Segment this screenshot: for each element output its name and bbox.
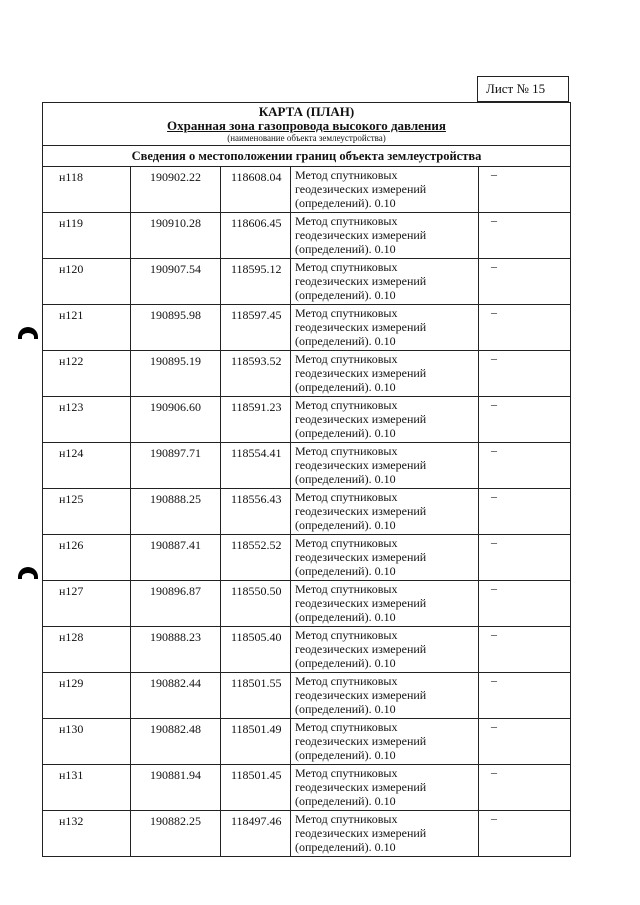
point-text: н131 bbox=[59, 768, 84, 782]
point-cell bbox=[43, 811, 131, 857]
y-coordinate-cell bbox=[221, 305, 291, 351]
method-text: (определений). 0.10 bbox=[295, 518, 396, 532]
point-cell bbox=[43, 443, 131, 489]
y-coordinate-text: 118505.40 bbox=[231, 630, 282, 644]
method-cell bbox=[291, 213, 479, 259]
y-coordinate-cell bbox=[221, 811, 291, 857]
y-coordinate-text: 118501.55 bbox=[231, 676, 282, 690]
table-row bbox=[43, 535, 571, 581]
x-coordinate-cell bbox=[131, 719, 221, 765]
description-cell bbox=[479, 397, 571, 443]
method-cell bbox=[291, 673, 479, 719]
point-cell bbox=[43, 673, 131, 719]
description-text: – bbox=[491, 305, 497, 319]
method-text: (определений). 0.10 bbox=[295, 288, 396, 302]
object-name: Охранная зона газопровода высокого давления bbox=[167, 118, 446, 133]
x-coordinate-text: 190895.19 bbox=[150, 354, 201, 368]
x-coordinate-text: 190895.98 bbox=[150, 308, 201, 322]
x-coordinate-cell bbox=[131, 489, 221, 535]
point-cell bbox=[43, 581, 131, 627]
point-cell bbox=[43, 719, 131, 765]
method-text: (определений). 0.10 bbox=[295, 334, 396, 348]
method-text: геодезических измерений bbox=[295, 182, 427, 196]
point-text: н132 bbox=[59, 814, 84, 828]
table-row bbox=[43, 627, 571, 673]
method-text: Метод спутниковых bbox=[295, 260, 398, 274]
table-header bbox=[43, 103, 571, 146]
y-coordinate-text: 118606.45 bbox=[231, 216, 282, 230]
method-text: (определений). 0.10 bbox=[295, 426, 396, 440]
point-text: н123 bbox=[59, 400, 84, 414]
x-coordinate-text: 190882.44 bbox=[150, 676, 201, 690]
y-coordinate-cell bbox=[221, 167, 291, 213]
y-coordinate-text: 118550.50 bbox=[231, 584, 282, 598]
x-coordinate-text: 190888.23 bbox=[150, 630, 201, 644]
point-text: н120 bbox=[59, 262, 84, 276]
point-text: н126 bbox=[59, 538, 84, 552]
description-text: – bbox=[491, 581, 497, 595]
x-coordinate-cell bbox=[131, 535, 221, 581]
sheet-number: Лист № 15 bbox=[477, 76, 569, 102]
table-row bbox=[43, 811, 571, 857]
point-text: н127 bbox=[59, 584, 84, 598]
method-text: (определений). 0.10 bbox=[295, 610, 396, 624]
method-text: (определений). 0.10 bbox=[295, 380, 396, 394]
x-coordinate-cell bbox=[131, 167, 221, 213]
method-text: Метод спутниковых bbox=[295, 628, 398, 642]
table-row bbox=[43, 167, 571, 213]
table-row bbox=[43, 213, 571, 259]
method-text: геодезических измерений bbox=[295, 688, 427, 702]
x-coordinate-text: 190907.54 bbox=[150, 262, 201, 276]
x-coordinate-text: 190888.25 bbox=[150, 492, 201, 506]
y-coordinate-text: 118591.23 bbox=[231, 400, 282, 414]
y-coordinate-cell bbox=[221, 765, 291, 811]
description-text: – bbox=[491, 167, 497, 181]
section-title: Сведения о местоположении границ объекта землеустройства bbox=[43, 146, 571, 167]
y-coordinate-cell bbox=[221, 489, 291, 535]
method-cell bbox=[291, 719, 479, 765]
x-coordinate-text: 190906.60 bbox=[150, 400, 201, 414]
table-row bbox=[43, 673, 571, 719]
method-text: Метод спутниковых bbox=[295, 536, 398, 550]
y-coordinate-cell bbox=[221, 213, 291, 259]
table-row bbox=[43, 351, 571, 397]
method-text: Метод спутниковых bbox=[295, 214, 398, 228]
y-coordinate-cell bbox=[221, 581, 291, 627]
point-cell bbox=[43, 305, 131, 351]
description-text: – bbox=[491, 535, 497, 549]
description-cell bbox=[479, 167, 571, 213]
point-text: н125 bbox=[59, 492, 84, 506]
method-text: (определений). 0.10 bbox=[295, 748, 396, 762]
method-text: геодезических измерений bbox=[295, 550, 427, 564]
method-text: (определений). 0.10 bbox=[295, 702, 396, 716]
y-coordinate-text: 118554.41 bbox=[231, 446, 282, 460]
method-text: (определений). 0.10 bbox=[295, 794, 396, 808]
method-text: геодезических измерений bbox=[295, 320, 427, 334]
table-row bbox=[43, 443, 571, 489]
point-cell bbox=[43, 765, 131, 811]
table-row bbox=[43, 765, 571, 811]
method-text: Метод спутниковых bbox=[295, 398, 398, 412]
method-text: геодезических измерений bbox=[295, 228, 427, 242]
description-text: – bbox=[491, 489, 497, 503]
method-text: геодезических измерений bbox=[295, 642, 427, 656]
method-text: Метод спутниковых bbox=[295, 490, 398, 504]
method-text: (определений). 0.10 bbox=[295, 242, 396, 256]
method-text: Метод спутниковых bbox=[295, 674, 398, 688]
punch-hole-mark-top bbox=[18, 327, 38, 339]
point-text: н121 bbox=[59, 308, 84, 322]
punch-hole-mark-bottom bbox=[18, 567, 38, 579]
table-row bbox=[43, 305, 571, 351]
y-coordinate-text: 118556.43 bbox=[231, 492, 282, 506]
description-cell bbox=[479, 305, 571, 351]
method-cell bbox=[291, 167, 479, 213]
method-text: геодезических измерений bbox=[295, 274, 427, 288]
method-text: геодезических измерений bbox=[295, 366, 427, 380]
point-cell bbox=[43, 213, 131, 259]
description-cell bbox=[479, 627, 571, 673]
x-coordinate-text: 190897.71 bbox=[150, 446, 201, 460]
method-cell bbox=[291, 351, 479, 397]
table-row bbox=[43, 489, 571, 535]
table-row bbox=[43, 581, 571, 627]
y-coordinate-text: 118501.45 bbox=[231, 768, 282, 782]
method-text: геодезических измерений bbox=[295, 826, 427, 840]
description-text: – bbox=[491, 351, 497, 365]
table-body bbox=[43, 167, 571, 857]
x-coordinate-text: 190882.48 bbox=[150, 722, 201, 736]
method-text: Метод спутниковых bbox=[295, 766, 398, 780]
point-cell bbox=[43, 397, 131, 443]
description-text: – bbox=[491, 673, 497, 687]
method-text: Метод спутниковых bbox=[295, 306, 398, 320]
method-text: Метод спутниковых bbox=[295, 812, 398, 826]
x-coordinate-text: 190882.25 bbox=[150, 814, 201, 828]
y-coordinate-cell bbox=[221, 351, 291, 397]
point-text: н130 bbox=[59, 722, 84, 736]
method-cell bbox=[291, 443, 479, 489]
x-coordinate-cell bbox=[131, 811, 221, 857]
method-text: (определений). 0.10 bbox=[295, 840, 396, 854]
point-cell bbox=[43, 351, 131, 397]
description-cell bbox=[479, 581, 571, 627]
method-text: геодезических измерений bbox=[295, 504, 427, 518]
method-text: геодезических измерений bbox=[295, 734, 427, 748]
x-coordinate-cell bbox=[131, 443, 221, 489]
description-text: – bbox=[491, 259, 497, 273]
method-text: Метод спутниковых bbox=[295, 720, 398, 734]
method-text: геодезических измерений bbox=[295, 780, 427, 794]
x-coordinate-text: 190896.87 bbox=[150, 584, 201, 598]
y-coordinate-text: 118552.52 bbox=[231, 538, 282, 552]
point-cell bbox=[43, 259, 131, 305]
x-coordinate-cell bbox=[131, 397, 221, 443]
point-text: н124 bbox=[59, 446, 84, 460]
x-coordinate-cell bbox=[131, 305, 221, 351]
y-coordinate-text: 118595.12 bbox=[231, 262, 282, 276]
point-text: н129 bbox=[59, 676, 84, 690]
x-coordinate-cell bbox=[131, 351, 221, 397]
description-cell bbox=[479, 213, 571, 259]
y-coordinate-cell bbox=[221, 627, 291, 673]
x-coordinate-text: 190902.22 bbox=[150, 170, 201, 184]
y-coordinate-text: 118501.49 bbox=[231, 722, 282, 736]
y-coordinate-text: 118597.45 bbox=[231, 308, 282, 322]
method-text: (определений). 0.10 bbox=[295, 196, 396, 210]
method-text: Метод спутниковых bbox=[295, 168, 398, 182]
point-cell bbox=[43, 167, 131, 213]
description-text: – bbox=[491, 213, 497, 227]
y-coordinate-cell bbox=[221, 673, 291, 719]
method-cell bbox=[291, 305, 479, 351]
method-cell bbox=[291, 397, 479, 443]
table-row bbox=[43, 259, 571, 305]
method-text: (определений). 0.10 bbox=[295, 656, 396, 670]
x-coordinate-cell bbox=[131, 213, 221, 259]
point-cell bbox=[43, 627, 131, 673]
y-coordinate-cell bbox=[221, 397, 291, 443]
method-cell bbox=[291, 811, 479, 857]
description-cell bbox=[479, 673, 571, 719]
method-text: (определений). 0.10 bbox=[295, 472, 396, 486]
x-coordinate-cell bbox=[131, 765, 221, 811]
y-coordinate-cell bbox=[221, 535, 291, 581]
x-coordinate-text: 190881.94 bbox=[150, 768, 201, 782]
description-cell bbox=[479, 811, 571, 857]
method-cell bbox=[291, 581, 479, 627]
method-cell bbox=[291, 627, 479, 673]
point-text: н119 bbox=[59, 216, 83, 230]
method-cell bbox=[291, 535, 479, 581]
x-coordinate-cell bbox=[131, 673, 221, 719]
y-coordinate-text: 118593.52 bbox=[231, 354, 282, 368]
point-text: н128 bbox=[59, 630, 84, 644]
point-text: н118 bbox=[59, 170, 83, 184]
boundary-table bbox=[42, 102, 571, 857]
method-cell bbox=[291, 259, 479, 305]
description-text: – bbox=[491, 811, 497, 825]
description-cell bbox=[479, 351, 571, 397]
x-coordinate-cell bbox=[131, 581, 221, 627]
x-coordinate-text: 190887.41 bbox=[150, 538, 201, 552]
method-text: Метод спутниковых bbox=[295, 352, 398, 366]
x-coordinate-cell bbox=[131, 627, 221, 673]
method-text: Метод спутниковых bbox=[295, 444, 398, 458]
description-cell bbox=[479, 443, 571, 489]
description-cell bbox=[479, 489, 571, 535]
description-cell bbox=[479, 765, 571, 811]
point-cell bbox=[43, 489, 131, 535]
method-text: геодезических измерений bbox=[295, 596, 427, 610]
method-text: (определений). 0.10 bbox=[295, 564, 396, 578]
x-coordinate-cell bbox=[131, 259, 221, 305]
y-coordinate-text: 118497.46 bbox=[231, 814, 282, 828]
description-text: – bbox=[491, 443, 497, 457]
description-text: – bbox=[491, 397, 497, 411]
y-coordinate-text: 118608.04 bbox=[231, 170, 282, 184]
table-row bbox=[43, 719, 571, 765]
point-text: н122 bbox=[59, 354, 84, 368]
method-text: геодезических измерений bbox=[295, 412, 427, 426]
object-name-caption: (наименование объекта землеустройства) bbox=[227, 133, 386, 143]
method-text: геодезических измерений bbox=[295, 458, 427, 472]
description-cell bbox=[479, 535, 571, 581]
table-row bbox=[43, 397, 571, 443]
document-title: КАРТА (ПЛАН) bbox=[258, 104, 355, 119]
y-coordinate-cell bbox=[221, 443, 291, 489]
point-cell bbox=[43, 535, 131, 581]
y-coordinate-cell bbox=[221, 259, 291, 305]
description-cell bbox=[479, 259, 571, 305]
method-text: Метод спутниковых bbox=[295, 582, 398, 596]
y-coordinate-cell bbox=[221, 719, 291, 765]
method-cell bbox=[291, 765, 479, 811]
x-coordinate-text: 190910.28 bbox=[150, 216, 201, 230]
description-text: – bbox=[491, 627, 497, 641]
method-cell bbox=[291, 489, 479, 535]
description-text: – bbox=[491, 765, 497, 779]
description-text: – bbox=[491, 719, 497, 733]
description-cell bbox=[479, 719, 571, 765]
